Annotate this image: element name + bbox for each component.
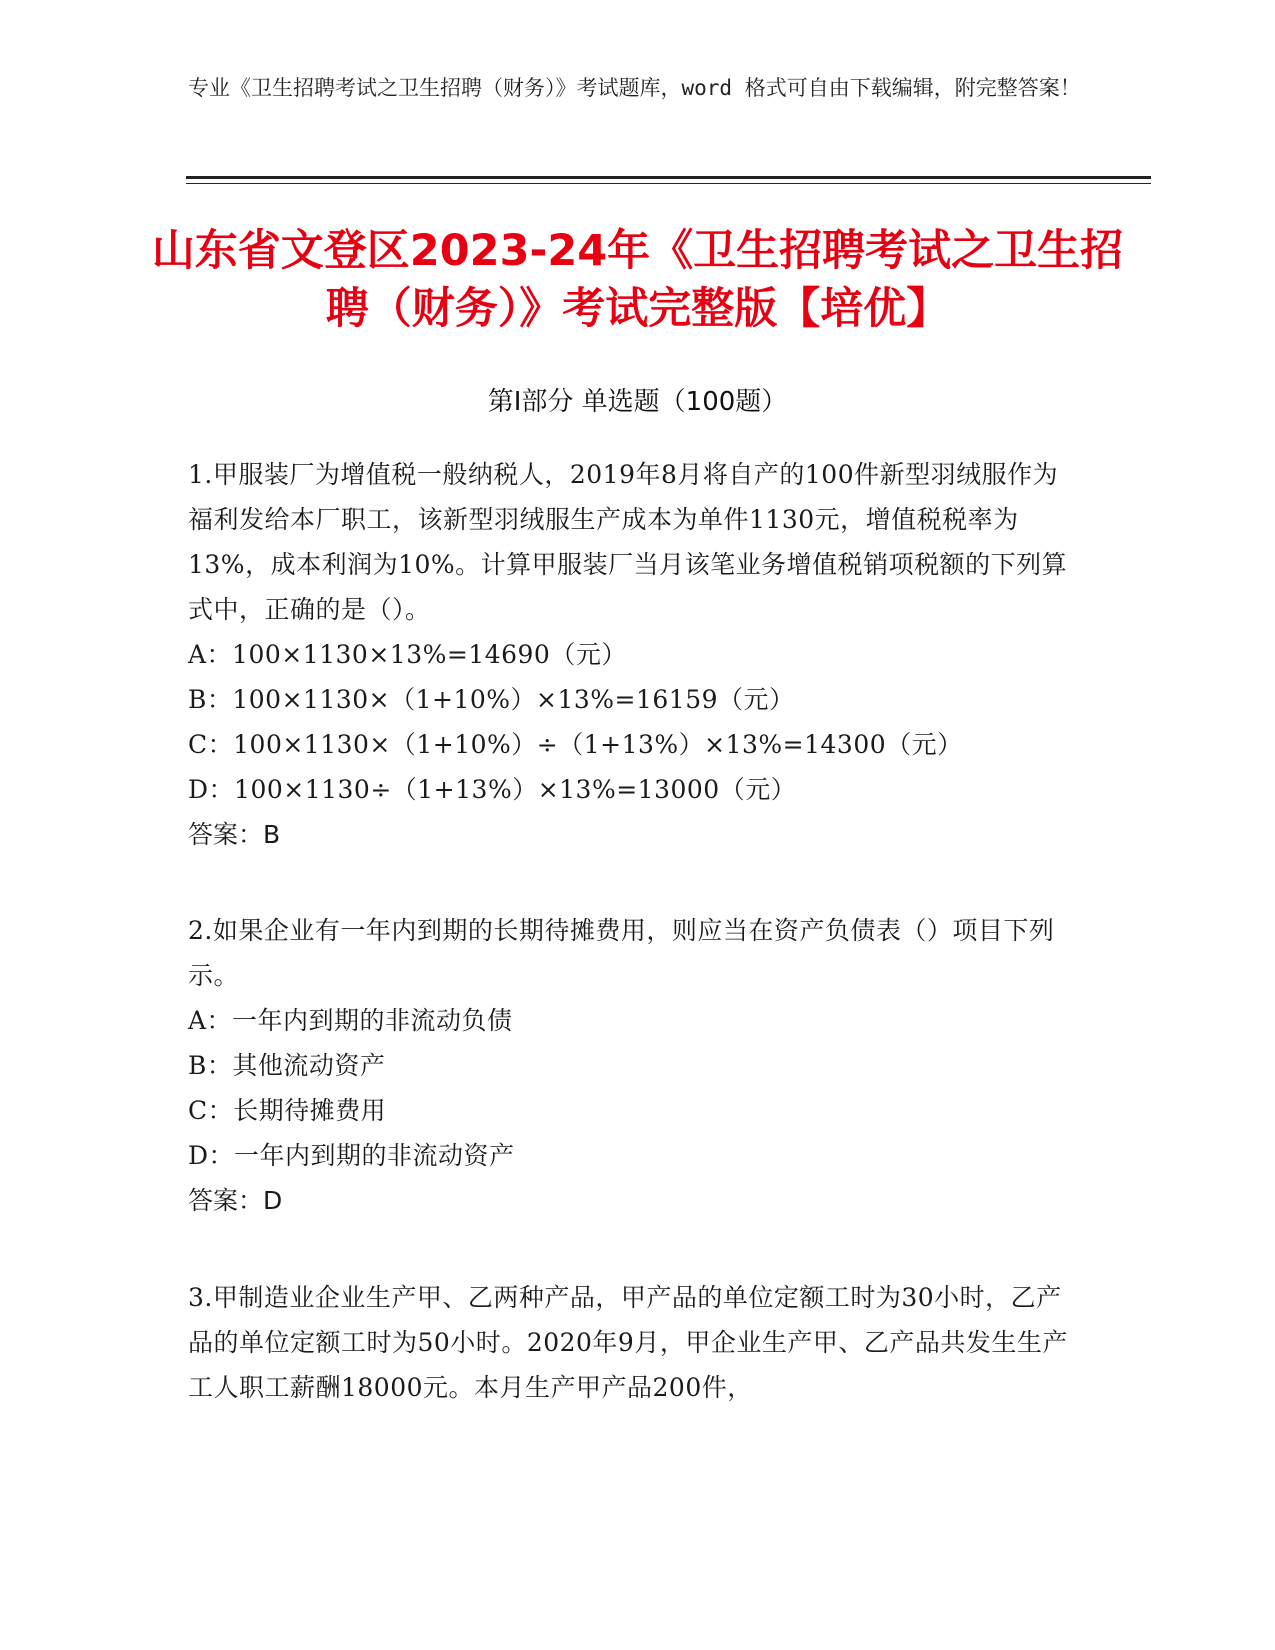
option-b: B：其他流动资产 <box>188 1051 386 1080</box>
option-b: B：100×1130×（1+10%）×13%=16159（元） <box>188 685 795 714</box>
header-divider-thick <box>186 176 1151 179</box>
header-note: 专业《卫生招聘考试之卫生招聘（财务）》考试题库，word 格式可自由下载编辑，附完整答案！ <box>188 76 1081 100</box>
option-c: C：100×1130×（1+10%）÷（1+13%）×13%=14300（元） <box>188 730 963 759</box>
option-a: A：一年内到期的非流动负债 <box>188 1006 513 1035</box>
question-stem: 3.甲制造业企业生产甲、乙两种产品，甲产品的单位定额工时为30小时，乙产品的单位定额工时为50小时。2020年9月，甲企业生产甲、乙产品共发生生产工人职工薪酬18000元。本月生产甲产品200件， <box>188 1283 1068 1402</box>
section-heading: 第Ⅰ部分 单选题（100题） <box>487 387 788 417</box>
answer-line: 答案：B <box>188 820 281 849</box>
answer-line: 答案：D <box>188 1186 283 1215</box>
header-divider-thin <box>186 183 1151 184</box>
option-d: D：100×1130÷（1+13%）×13%=13000（元） <box>188 775 797 804</box>
option-a: A：100×1130×13%=14690（元） <box>188 640 627 669</box>
question-stem: 1.甲服装厂为增值税一般纳税人，2019年8月将自产的100件新型羽绒服作为福利发给本厂职工，该新型羽绒服生产成本为单件1130元，增值税税率为13%，成本利润为10%。计算甲服装厂当月该笔业务增值税销项税额的下列算式中，正确的是（）。 <box>188 460 1068 624</box>
document-title: 山东省文登区2023-24年《卫生招聘考试之卫生招聘（财务）》考试完整版【培优】 <box>151 226 1124 334</box>
question-3 <box>188 1275 1068 1410</box>
option-c: C：长期待摊费用 <box>188 1096 387 1125</box>
option-d: D：一年内到期的非流动资产 <box>188 1141 515 1170</box>
question-1 <box>188 452 1068 857</box>
question-stem: 2.如果企业有一年内到期的长期待摊费用，则应当在资产负债表（）项目下列示。 <box>188 916 1055 990</box>
question-2 <box>188 908 1068 1223</box>
